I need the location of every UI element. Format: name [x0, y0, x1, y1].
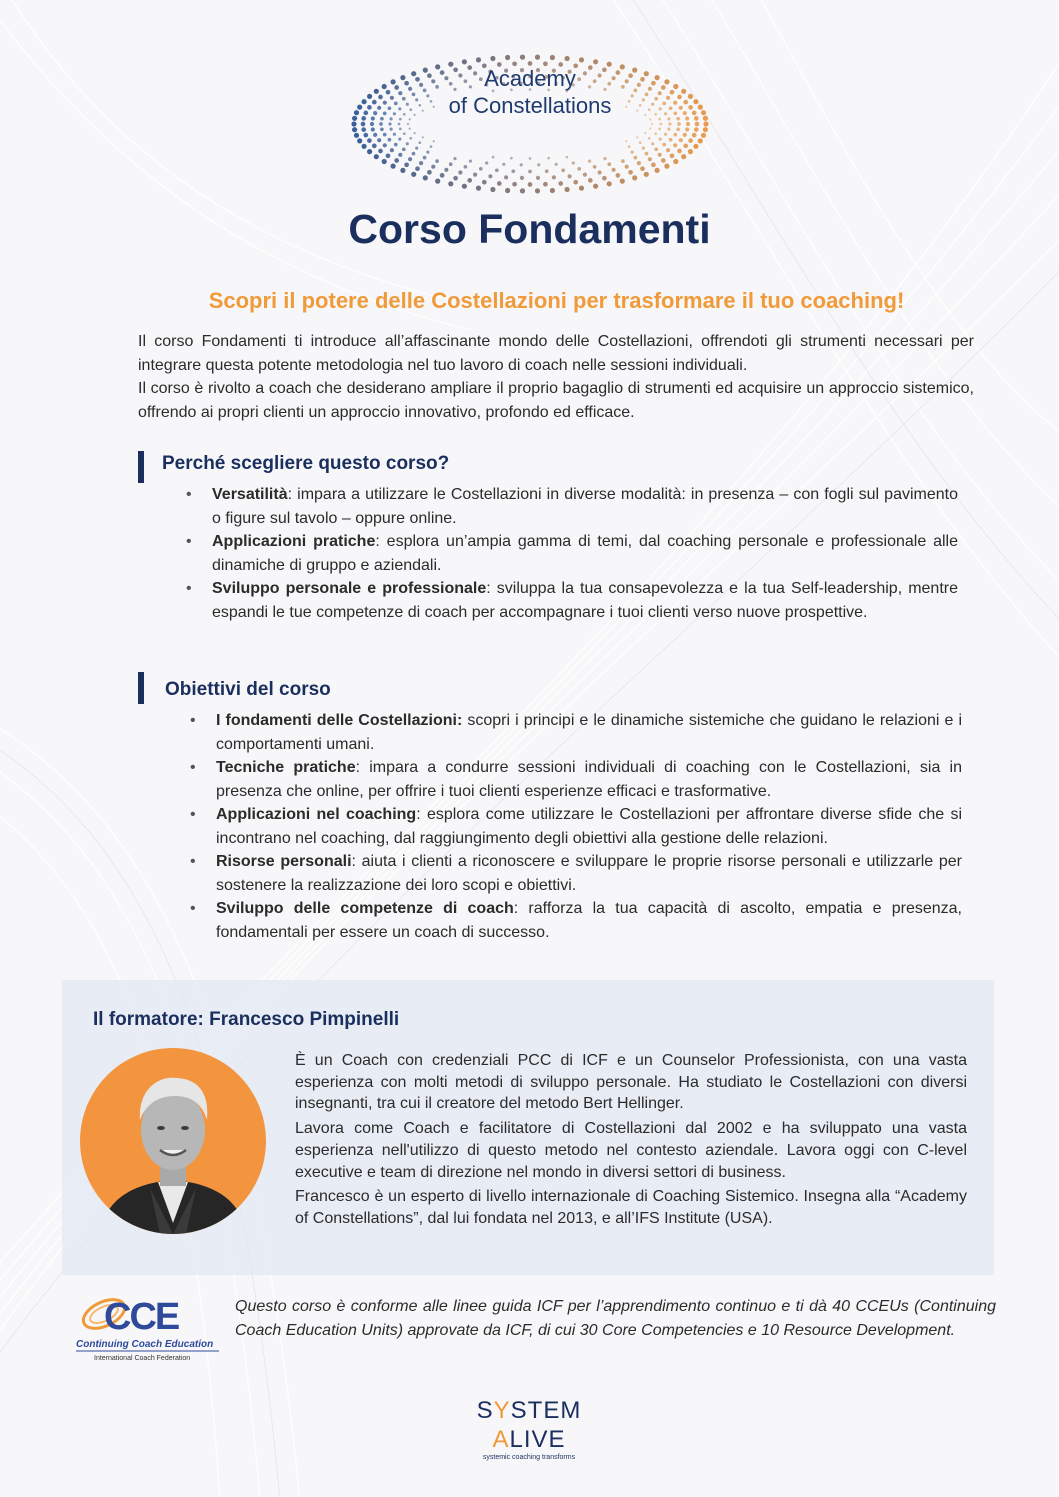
- item-text: : esplora come utilizzare le Costellazioni per affrontare diverse sfide che si incontrano nel coaching, dal raggiungimento degli obiettivi alla gestione delle relazioni.: [216, 806, 962, 847]
- logo-dot: [386, 153, 391, 158]
- logo-dot: [607, 181, 612, 186]
- bullet-icon: •: [190, 853, 196, 870]
- logo-dot: [667, 128, 670, 131]
- logo-dot: [577, 167, 581, 171]
- list-item: [191, 756, 962, 803]
- bio-paragraph: Lavora come Coach e facilitatore di Costellazioni dal 2002 e ha sviluppato una vasta esperienza nell'utilizzo di questo metodo nel contesto aziendale. Lavora oggi con C-level executive e team di direzione nel mondo in diversi settori di business.: [295, 1120, 967, 1181]
- logo-dot: [399, 128, 402, 131]
- system-alive-logo: [474, 1396, 584, 1466]
- logo-dot: [642, 147, 645, 150]
- academy-logo: [350, 52, 710, 194]
- trainer-avatar: [80, 1048, 266, 1234]
- trainer-bio: [295, 1050, 967, 1233]
- logo-dot: [520, 176, 524, 180]
- logo-dot: [694, 127, 699, 132]
- logo-dot: [558, 181, 563, 186]
- logo-letter: S: [476, 1397, 494, 1424]
- logo-dot: [476, 57, 481, 62]
- logo-dot: [621, 159, 625, 163]
- logo-dot: [467, 178, 472, 183]
- item-label: Applicazioni pratiche: [212, 533, 376, 550]
- trainer-heading: Il formatore: Francesco Pimpinelli: [93, 1009, 400, 1030]
- logo-dot: [370, 122, 374, 126]
- logo-line-2: of Constellations: [448, 93, 612, 118]
- logo-dot: [435, 159, 439, 163]
- logo-dot: [529, 157, 532, 160]
- logo-dot: [632, 175, 637, 180]
- logo-dot: [566, 156, 569, 159]
- logo-dot: [669, 138, 673, 142]
- logo-dot: [565, 56, 570, 61]
- logo-dot: [382, 159, 387, 164]
- logo-dot: [423, 175, 428, 180]
- logo-dot: [636, 136, 638, 138]
- logo-dot: [415, 166, 420, 171]
- list-item: [187, 483, 958, 530]
- logo-dot: [394, 158, 399, 163]
- logo-dot: [373, 133, 377, 137]
- logo-dot: [640, 166, 645, 171]
- logo-dot: [588, 160, 591, 163]
- logo-dot: [379, 122, 383, 126]
- logo-dot: [391, 164, 396, 169]
- system-alive-tagline: systemic coaching transforms: [482, 1454, 576, 1461]
- logo-dot: [579, 57, 584, 62]
- logo-dot: [520, 55, 525, 60]
- logo-dot: [435, 179, 440, 184]
- list-item: [191, 897, 962, 944]
- logo-dot: [639, 141, 642, 144]
- list-item: [191, 803, 962, 850]
- section-marker-bar: [138, 672, 144, 704]
- logo-dot: [528, 170, 532, 174]
- logo-dot: [659, 138, 662, 141]
- logo-dot: [409, 128, 411, 130]
- logo-dot: [628, 145, 631, 148]
- logo-dot: [679, 138, 683, 142]
- list-item: [191, 850, 962, 897]
- logo-dot: [673, 159, 678, 164]
- logo-dot: [423, 156, 427, 160]
- logo-dot: [545, 169, 549, 173]
- goals-list: [191, 709, 962, 944]
- logo-dot: [668, 122, 671, 125]
- logo-dot: [625, 165, 629, 169]
- item-text: scopri i principi e le dinamiche sistemiche che guidano le relazioni e i comportamenti umani.: [216, 712, 962, 753]
- trainer-portrait-icon: [80, 1048, 266, 1234]
- logo-dot: [485, 161, 488, 164]
- logo-dot: [415, 147, 418, 150]
- logo-dot: [692, 133, 697, 138]
- item-text: : impara a utilizzare le Costellazioni in diverse modalità: in presenza – con fogli sul pavimento o figure sul tavolo – oppure online.: [212, 486, 958, 527]
- logo-dot: [458, 170, 462, 174]
- logo-dot: [651, 123, 653, 125]
- logo-dot: [412, 152, 416, 156]
- logo-dot: [670, 153, 675, 158]
- logo-dot: [572, 161, 575, 164]
- cce-note: Questo corso è conforme alle linee guida ICF per l’apprendimento continuo e ti dà 40 CCEUs (Continuing Coach Education Units) approvate da ICF, di cui 30 Core Competencies e 10 Resource Development.: [235, 1298, 996, 1339]
- logo-dot: [688, 138, 693, 143]
- item-label: Tecniche pratiche: [216, 759, 356, 776]
- logo-dot: [547, 157, 550, 160]
- logo-dot: [658, 153, 662, 157]
- logo-dot: [406, 142, 409, 145]
- logo-dot: [568, 174, 572, 178]
- logo-dot: [398, 138, 401, 141]
- item-text: : esplora un’ampia gamma di temi, dal coaching personale e professionale alle dinamiche di gruppo e aziendali.: [212, 533, 959, 574]
- logo-dot: [371, 127, 375, 131]
- logo-dot: [550, 55, 555, 60]
- logo-dot: [407, 123, 409, 125]
- logo-dot: [677, 122, 681, 126]
- cce-logo-text: CCE: [104, 1296, 179, 1338]
- logo-dot: [488, 174, 492, 178]
- item-label: I fondamenti delle Costellazioni:: [216, 712, 463, 729]
- logo-dot: [676, 127, 680, 131]
- logo-dot: [561, 168, 565, 172]
- logo-dot: [400, 168, 405, 173]
- logo-dot: [593, 184, 598, 189]
- logo-line-1: Academy: [484, 66, 576, 91]
- logo-dot: [648, 157, 652, 161]
- intro-paragraph: Il corso Fondamenti ti introduce all’affascinante mondo delle Costellazioni, offrendoti gli strumenti necessari per integrare questa potente metodologia nel tuo lavoro di coach nelle sessioni individuali.: [138, 333, 974, 374]
- logo-dot: [390, 128, 393, 131]
- logo-dot: [695, 122, 700, 127]
- logo-dot: [403, 132, 406, 135]
- logo-dot: [448, 181, 453, 186]
- cce-logo-org: International Coach Federation: [94, 1355, 191, 1362]
- logo-dot: [495, 168, 499, 172]
- logo-dot: [422, 136, 424, 138]
- bullet-icon: •: [186, 533, 192, 550]
- logo-dot: [654, 147, 658, 151]
- logo-dot: [388, 122, 391, 125]
- logo-dot: [651, 142, 654, 145]
- item-text: : rafforza la tua capacità di ascolto, empatia e presenza, fondamentali per essere un coach di successo.: [216, 900, 963, 941]
- logo-dot: [426, 151, 429, 154]
- logo-dot: [361, 122, 366, 127]
- bullet-icon: •: [190, 712, 196, 729]
- logo-dot: [462, 184, 467, 189]
- logo-dot: [579, 186, 584, 191]
- logo-dot: [418, 141, 421, 144]
- logo-dot: [357, 138, 362, 143]
- logo-dot: [625, 140, 627, 142]
- logo-dot: [637, 161, 641, 165]
- logo-dot: [367, 149, 372, 154]
- logo-dot: [372, 144, 377, 149]
- intro-text: [138, 330, 974, 424]
- logo-dot: [535, 188, 540, 193]
- logo-dot: [377, 138, 381, 142]
- logo-dot: [414, 132, 416, 134]
- logo-dot: [537, 163, 540, 166]
- bullet-icon: •: [186, 486, 192, 503]
- logo-dot: [664, 164, 669, 169]
- list-item: [191, 709, 962, 756]
- logo-dot: [528, 182, 533, 187]
- intro-paragraph: Il corso è rivolto a coach che desiderano ampliare il proprio bagaglio di strumenti ed acquisire un approccio sistemico, offrendo ai propri clienti un approccio innovativo, profondo ed efficace.: [138, 380, 974, 421]
- logo-dot: [352, 127, 357, 132]
- logo-dot: [628, 170, 633, 175]
- item-label: Applicazioni nel coaching: [216, 806, 417, 823]
- logo-dot: [482, 180, 487, 185]
- logo-dot: [404, 162, 409, 167]
- logo-dot: [453, 157, 456, 160]
- logo-x-mark: A: [492, 1426, 510, 1453]
- logo-dot: [374, 154, 379, 159]
- logo-dot: [361, 127, 366, 132]
- logo-dot: [390, 148, 394, 152]
- logo-dot: [536, 176, 540, 180]
- logo-dot: [402, 147, 406, 151]
- logo-dot: [612, 168, 616, 172]
- logo-dot: [505, 188, 510, 193]
- logo-dot: [688, 149, 693, 154]
- logo-dot: [490, 187, 495, 192]
- system-alive-line-2: [474, 1425, 584, 1454]
- logo-dot: [535, 55, 540, 60]
- logo-letters: STEM: [510, 1397, 582, 1424]
- item-text: : aiuta i clienti a riconoscere e sviluppare le proprie risorse personali e utilizzarle per sostenere la realizzazione dei loro scopi e obiettivi.: [216, 853, 962, 894]
- logo-dot: [677, 149, 682, 154]
- logo-dot: [651, 162, 656, 167]
- logo-dot: [644, 172, 649, 177]
- logo-dot: [440, 173, 445, 178]
- logo-dot: [512, 182, 517, 187]
- logo-dot: [469, 160, 472, 163]
- item-text: : impara a condurre sessioni individuali di coaching con le Costellazioni, sia in presenza che online, per offrire i tuoi clienti esperienze efficaci e trasformative.: [216, 759, 963, 800]
- why-heading: Perché scegliere questo corso?: [162, 453, 450, 474]
- logo-dot: [620, 179, 625, 184]
- logo-dot: [505, 55, 510, 60]
- system-alive-line-1: [474, 1396, 584, 1425]
- item-label: Versatilità: [212, 486, 288, 503]
- list-item: [187, 530, 958, 577]
- logo-dot: [433, 140, 435, 142]
- logo-dot: [431, 165, 435, 169]
- cce-logo: [74, 1292, 224, 1364]
- logo-dot: [354, 133, 359, 138]
- logo-dot: [664, 133, 667, 136]
- logo-dot: [497, 181, 502, 186]
- logo-dot: [555, 163, 558, 166]
- logo-dot: [683, 133, 687, 137]
- logo-dot: [565, 187, 570, 192]
- goals-heading: Obiettivi del corso: [165, 679, 331, 700]
- logo-dot: [616, 173, 621, 178]
- logo-dot: [473, 173, 477, 177]
- logo-dot: [588, 178, 593, 183]
- logo-dot: [511, 169, 515, 173]
- logo-dot: [603, 157, 606, 160]
- item-text: : sviluppa la tua consapevolezza e la tua Self-leadership, mentre espandi le tue competenze di coach per accompagnare i tuoi clienti verso nuove prospettive.: [212, 580, 959, 621]
- logo-dot: [462, 59, 467, 64]
- logo-dot: [504, 175, 508, 179]
- item-label: Sviluppo personale e professionale: [212, 580, 487, 597]
- logo-dot: [543, 182, 548, 187]
- logo-dot: [550, 188, 555, 193]
- logo-dot: [367, 138, 372, 143]
- logo-dot: [362, 144, 367, 149]
- logo-dot: [378, 149, 383, 154]
- logo-dot: [363, 133, 368, 138]
- logo-dot: [490, 56, 495, 61]
- logo-dot: [393, 133, 396, 136]
- logo-dot: [351, 121, 356, 126]
- logo-dot: [634, 156, 638, 160]
- logo-dot: [645, 152, 649, 156]
- bio-paragraph: Francesco è un esperto di livello internazionale di Coaching Sistemico. Insegna alla “Academy of Constellations”, dal lui fondata nel 2013, e all’IFS Institute (USA).: [295, 1188, 967, 1227]
- logo-dot: [631, 151, 634, 154]
- logo-dot: [453, 176, 458, 181]
- logo-dot: [476, 186, 481, 191]
- bullet-icon: •: [190, 759, 196, 776]
- logo-dot: [681, 154, 686, 159]
- logo-dot: [673, 133, 677, 137]
- logo-dot: [660, 123, 663, 126]
- page-title: Corso Fondamenti: [348, 206, 711, 252]
- logo-dot: [408, 157, 412, 161]
- logo-dot: [394, 143, 398, 147]
- logo-dot: [703, 127, 708, 132]
- logo-dot: [593, 165, 597, 169]
- logo-dot: [648, 137, 651, 140]
- page-subtitle: Scopri il potere delle Costellazioni per trasformare il tuo coaching!: [208, 288, 905, 313]
- list-item: [187, 577, 958, 624]
- logo-dot: [661, 158, 666, 163]
- section-marker-bar: [138, 451, 144, 483]
- logo-dot: [388, 138, 392, 142]
- logo-dot: [693, 144, 698, 149]
- logo-dot: [419, 161, 423, 165]
- logo-dot: [430, 145, 433, 148]
- logo-dot: [464, 165, 468, 169]
- logo-dot: [683, 144, 688, 149]
- logo-dot: [383, 133, 387, 137]
- logo-dot: [607, 162, 611, 166]
- logo-dot: [520, 188, 525, 193]
- logo-dot: [552, 175, 556, 179]
- logo-dot: [602, 176, 607, 181]
- logo-dot: [593, 59, 598, 64]
- logo-x-mark: Y: [493, 1397, 511, 1424]
- logo-dot: [449, 162, 453, 166]
- logo-dot: [673, 143, 677, 147]
- logo-dot: [502, 163, 505, 166]
- logo-letters: LIVE: [509, 1426, 566, 1453]
- logo-dot: [654, 132, 657, 135]
- logo-dot: [701, 133, 706, 138]
- why-list: [187, 483, 958, 624]
- logo-dot: [383, 143, 387, 147]
- logo-dot: [479, 167, 483, 171]
- logo-dot: [666, 148, 670, 152]
- logo-dot: [644, 132, 646, 134]
- logo-dot: [398, 153, 402, 157]
- logo-dot: [444, 168, 448, 172]
- logo-dot: [380, 127, 384, 131]
- logo-dot: [703, 121, 708, 126]
- logo-dot: [598, 170, 602, 174]
- bio-paragraph: È un Coach con credenziali PCC di ICF e un Counselor Professionista, con una vasta esperienza con molti metodi di sviluppo personale. Ha studiato le Costellazioni con diversi insegnanti, tra cui il creatore del metodo Bert Hellinger.: [295, 1052, 967, 1113]
- logo-dot: [649, 128, 651, 130]
- cce-logo-mark: [74, 1292, 224, 1364]
- bullet-icon: •: [190, 900, 196, 917]
- logo-dot: [583, 173, 587, 177]
- logo-dot: [573, 180, 578, 185]
- logo-dot: [686, 122, 690, 126]
- bullet-icon: •: [190, 806, 196, 823]
- logo-dot: [409, 137, 412, 140]
- logo-dot: [398, 123, 401, 126]
- logo-dot: [492, 156, 495, 159]
- bullet-icon: •: [186, 580, 192, 597]
- logo-dot: [662, 143, 666, 147]
- logo-dot: [685, 127, 689, 131]
- item-label: Sviluppo delle competenze di coach: [216, 900, 514, 917]
- logo-dot: [411, 172, 416, 177]
- logo-dot: [655, 168, 660, 173]
- logo-dot: [658, 128, 661, 131]
- logo-dot: [510, 157, 513, 160]
- cce-logo-subtitle: Continuing Coach Education: [76, 1339, 214, 1350]
- logo-dot: [520, 163, 523, 166]
- item-label: Risorse personali: [216, 853, 352, 870]
- logo-dot: [698, 138, 703, 143]
- logo-dot: [427, 170, 432, 175]
